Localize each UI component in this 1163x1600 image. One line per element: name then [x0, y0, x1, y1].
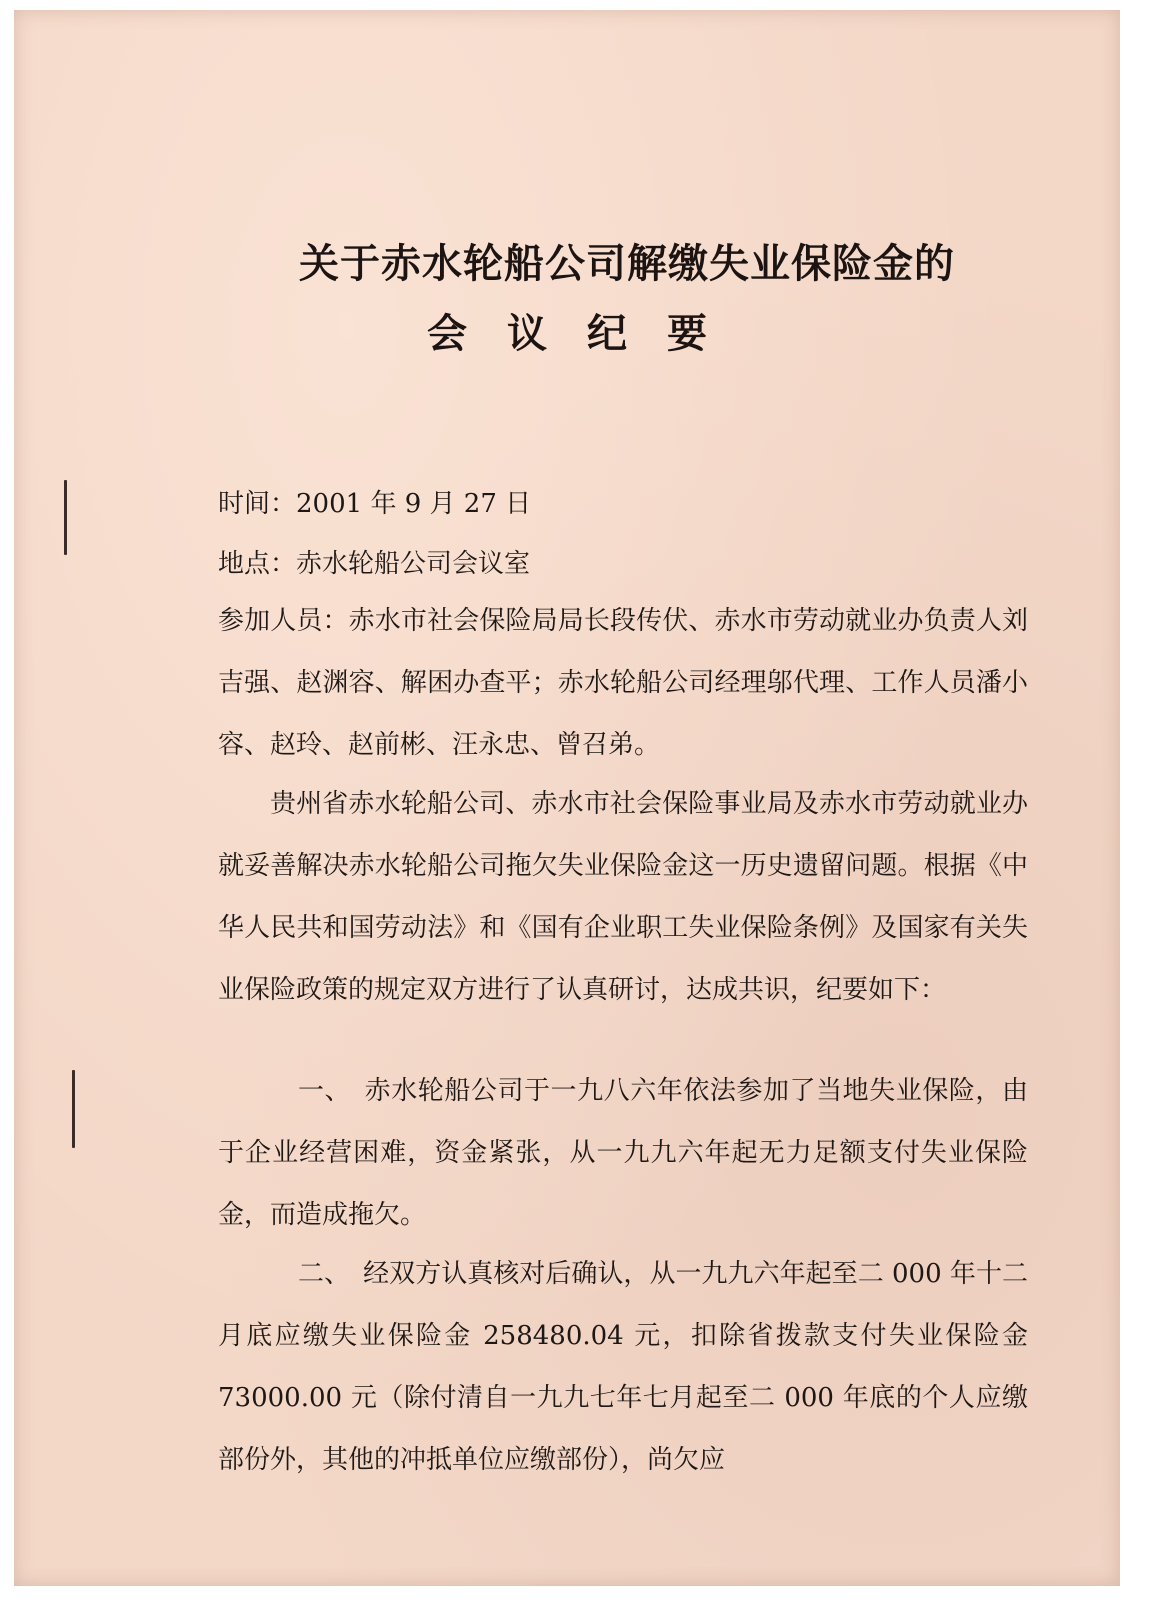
time-label: 时间： [218, 489, 297, 519]
clause-two: 二、 经双方认真核对后确认，从一九九六年起至二 000 年十二月底应缴失业保险金 258480.04 元，扣除省拨款支付失业保险金 73000.00 元（除付清自一九九七年七月起至二 000 年底的个人应缴部份外，其他的冲抵单位应缴部份），尚欠应 [218, 1259, 1028, 1475]
intro-paragraph: 贵州省赤水轮船公司、赤水市社会保险事业局及赤水市劳动就业办就妥善解决赤水轮船公司拖欠失业保险金这一历史遗留问题。根据《中华人民共和国劳动法》和《国有企业职工失业保险条例》及国家有关失业保险政策的规定双方进行了认真研讨，达成共识，纪要如下： [218, 789, 1028, 1005]
document-page [14, 10, 1120, 1586]
attendees-label: 参加人员： [218, 606, 349, 636]
place-value: 赤水轮船公司会议室 [296, 549, 531, 579]
meeting-time [218, 473, 1028, 535]
attendees-value: 赤水市社会保险局局长段传伏、赤水市劳动就业办负责人刘吉强、赵渊容、解困办查平；赤水轮船公司经理邬代理、工作人员潘小容、赵玲、赵前彬、汪永忠、曾召弟。 [218, 606, 1028, 760]
meeting-attendees [218, 590, 1028, 776]
binding-staple-mark [72, 1070, 75, 1148]
binding-staple-mark [64, 480, 67, 555]
time-value: 2001 年 9 月 27 日 [296, 489, 532, 519]
place-label: 地点： [218, 549, 297, 579]
meeting-place [218, 533, 1028, 595]
clause-one: 一、 赤水轮船公司于一九八六年依法参加了当地失业保险，由于企业经营困难，资金紧张，从一九九六年起无力足额支付失业保险金，而造成拖欠。 [218, 1076, 1028, 1230]
document-subtitle: 会议纪要 [427, 311, 747, 357]
document-title: 关于赤水轮船公司解缴失业保险金的 [299, 241, 955, 287]
